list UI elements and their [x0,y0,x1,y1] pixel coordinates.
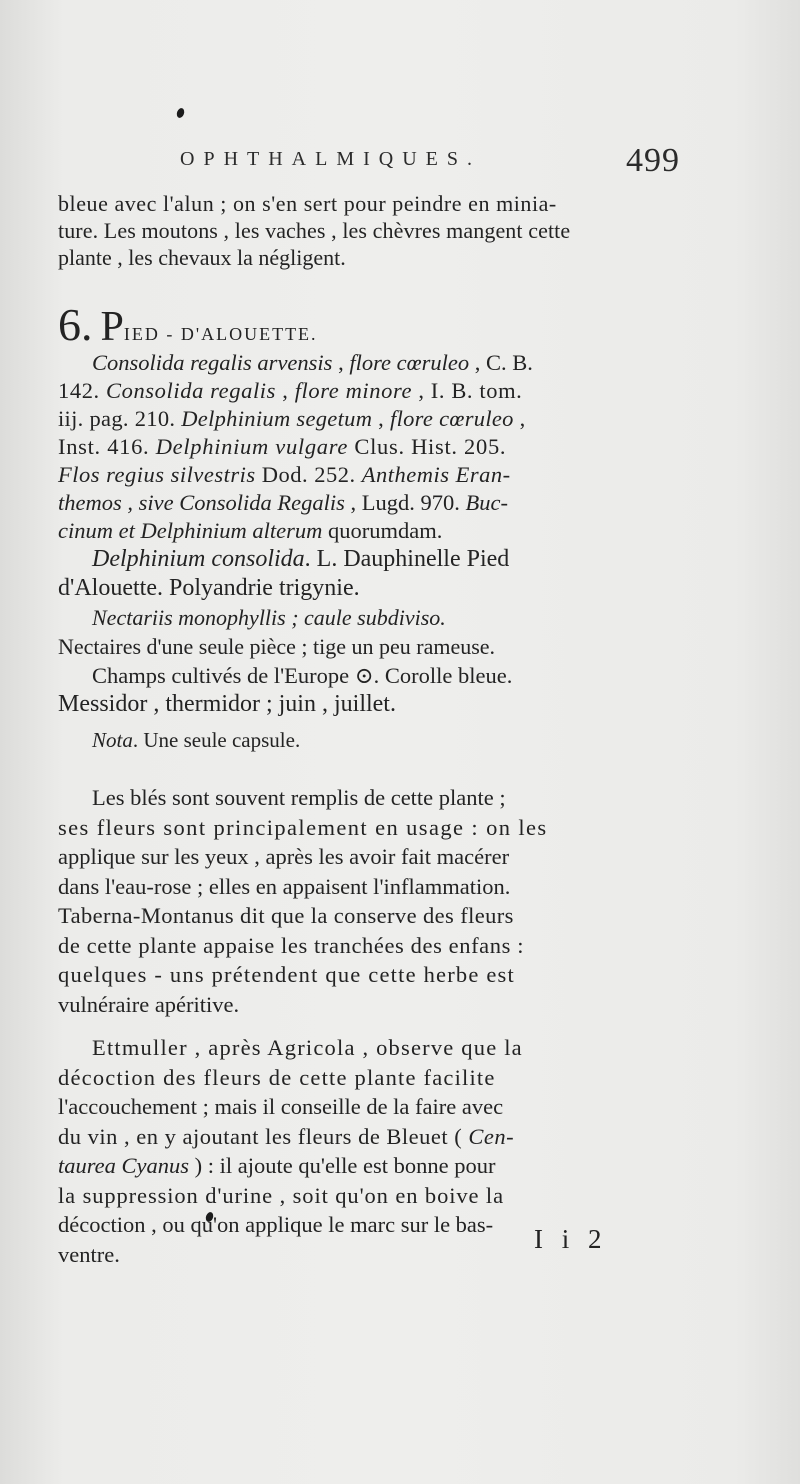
text-line [58,545,680,574]
text-segment: quorumdam. [322,518,443,543]
text-line: de cette plante appaise les tranchées des enfans : [58,932,525,958]
italic-segment: taurea Cyanus [58,1153,190,1178]
text-segment: 142. [58,378,106,403]
text-segment: l'accouchement ; mais il conseille de la faire avec [58,1094,504,1119]
text-segment: , [276,378,295,403]
text-segment: iij. pag. 210. [58,406,182,431]
text-segment: Messidor , thermidor ; juin , juillet. [58,691,396,717]
italic-segment: Cen- [468,1123,515,1149]
page-number: 499 [626,142,680,179]
signature-mark: I i 2 [534,1224,608,1254]
text-segment: , [332,350,350,375]
text-segment: du vin , en y ajoutant les fleurs de Bleuet ( [58,1123,469,1149]
italic-segment: flore cœruleo [390,406,514,431]
text-line [58,690,680,719]
text-line: bleue avec l'alun ; on s'en sert pour peindre en minia- [58,191,557,216]
text-line [58,349,680,377]
botanical-description [58,545,680,719]
italic-segment: flore cœruleo [349,350,470,375]
entry-heading [58,298,318,351]
text-line [58,1033,680,1063]
text-segment: Champs cultivés de l'Europe ⊙. Corolle bleue. [92,663,513,688]
text-line [58,1151,680,1181]
running-title: OPHTHALMIQUES. [180,148,481,170]
text-segment: , Lugd. 970. [344,490,466,515]
text-line [58,405,680,433]
text-line [58,433,680,461]
text-line [58,574,680,603]
text-line: ture. Les moutons , les vaches , les chèvres mangent cette [58,218,571,243]
entry-number: 6. [58,299,93,350]
text-segment: Nectaires d'une seule pièce ; tige un peu rameuse. [58,634,496,659]
text-line [58,1122,680,1152]
italic-segment: Delphinium vulgare [155,434,349,459]
text-segment: d'Alouette. Polyandrie trigynie. [58,575,360,601]
text-line: vulnéraire apéritive. [58,991,240,1017]
text-segment: Clus. Hist. 205. [348,434,507,459]
italic-segment: Flos regius silvestris [58,462,256,487]
text-line [58,517,680,545]
page-header [180,142,680,186]
text-line: quelques - uns prétendent que cette herbe est [58,962,515,987]
italic-segment: themos , sive Consolida Regalis [58,490,345,515]
paragraph-uses [58,783,680,1019]
text-line [58,603,680,632]
text-line: plante , les chevaux la négligent. [58,245,346,270]
italic-segment: Nectariis monophyllis ; caule subdiviso. [92,605,446,630]
text-segment: . L. Dauphinelle Pied [304,546,510,572]
text-segment: Dod. 252. [255,462,362,487]
synonymy-block [58,349,680,545]
italic-segment: Nota [92,728,133,752]
text-segment: la suppression d'urine , soit qu'on en boive la [58,1182,504,1208]
text-segment: , I. B. tom. [412,378,523,403]
italic-segment: cinum et Delphinium alterum [58,518,323,543]
text-line: applique sur les yeux , après les avoir fait macérer [58,844,510,869]
text-segment: décoction des fleurs de cette plante facilite [58,1064,496,1090]
text-segment: ) : il ajoute qu'elle est bonne pour [189,1153,496,1178]
text-segment: Ettmuller , après Agricola , observe que la [92,1035,523,1060]
italic-segment: flore minore [294,378,413,403]
text-line: Les blés sont souvent remplis de cette plante ; [92,785,506,810]
text-segment: , [513,406,526,431]
text-line [58,632,680,661]
text-line [58,1092,680,1122]
text-segment: décoction , ou qu'on applique le marc sur le bas- [58,1212,494,1237]
italic-segment: Buc- [465,490,508,515]
ink-spot-top [176,107,186,119]
text-segment: , [372,406,391,431]
italic-segment: Consolida regalis [106,378,277,403]
italic-segment: Anthemis Eran- [361,462,511,487]
text-line [58,489,680,517]
text-line [58,1181,680,1211]
nota-line [92,728,300,753]
text-line: dans l'eau-rose ; elles en appaisent l'inflammation. [58,873,511,899]
italic-segment: Delphinium segetum [181,406,373,431]
text-segment: . Une seule capsule. [132,728,301,752]
italic-segment: Delphinium consolida [92,546,305,572]
text-segment: , C. B. [469,350,533,375]
text-line [58,1063,680,1093]
entry-title: IED - D'ALOUETTE. [123,324,318,344]
text-line [58,461,680,489]
text-line [58,377,680,405]
text-line [58,661,680,690]
italic-segment: Consolida regalis arvensis [92,350,333,375]
text-line: ses fleurs sont principalement en usage : on les [58,814,548,840]
entry-initial: P [100,304,124,350]
text-line: Taberna-Montanus dit que la conserve des fleurs [58,903,514,928]
text-segment: Inst. 416. [58,434,156,459]
text-segment: ventre. [58,1241,120,1267]
paragraph-continuation [58,190,680,271]
